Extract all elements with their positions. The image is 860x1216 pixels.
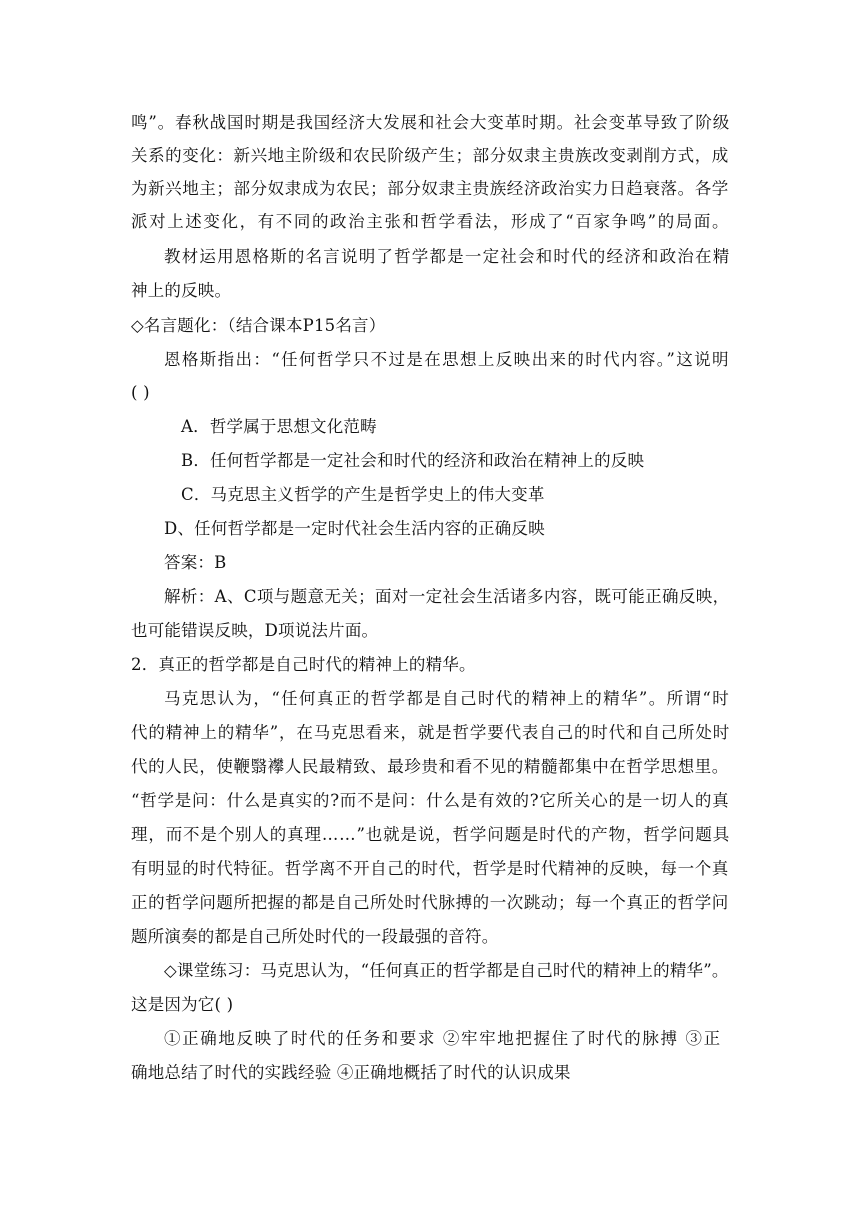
- section-heading: 2．真正的哲学都是自己时代的精神上的精华。: [131, 655, 476, 674]
- section-heading: ◇名言题化：（结合课本P15名言）: [131, 316, 386, 335]
- exercise-stem: 这是因为它( ): [131, 995, 234, 1014]
- question-stem: 恩格斯指出：“任何哲学只不过是在思想上反映出来的时代内容。”这说明: [164, 350, 730, 369]
- option-a: A．哲学属于思想文化范畴: [181, 417, 377, 436]
- text-line: 马克思认为，“任何真正的哲学都是自己时代的精神上的精华”。所谓“时: [164, 689, 731, 708]
- option-d: D、任何哲学都是一定时代社会生活内容的正确反映: [164, 519, 545, 538]
- answer-blank: ( ): [131, 383, 150, 402]
- text-line: 有明显的时代特征。哲学离不开自己的时代，哲学是时代精神的反映，每一个真: [131, 859, 729, 878]
- text-line: 代的精神上的精华”，在马克思看来，就是哲学要代表自己的时代和自己所处时: [131, 723, 731, 742]
- option-b: B．任何哲学都是一定社会和时代的经济和政治在精神上的反映: [181, 451, 645, 470]
- analysis-line: 也可能错误反映，D项说法片面。: [131, 621, 379, 640]
- exercise-options: ①正确地反映了时代的任务和要求 ②牢牢地把握住了时代的脉搏 ③正: [164, 1029, 722, 1048]
- text-line: 为新兴地主；部分奴隶成为农民；部分奴隶主贵族经济政治实力日趋衰落。各学: [131, 179, 729, 198]
- option-c: C．马克思主义哲学的产生是哲学史上的伟大变革: [181, 485, 545, 504]
- text-line: 正的哲学问题所把握的都是自己所处时代脉搏的一次跳动；每一个真正的哲学问: [131, 893, 729, 912]
- answer-line: 答案：B: [164, 553, 227, 572]
- exercise-options: 确地总结了时代的实践经验 ④正确地概括了时代的认识成果: [131, 1063, 571, 1082]
- text-line: 题所演奏的都是自己所处时代的一段最强的音符。: [131, 927, 499, 946]
- text-line: 教材运用恩格斯的名言说明了哲学都是一定社会和时代的经济和政治在精: [164, 247, 731, 266]
- exercise-stem: ◇课堂练习：马克思认为，“任何真正的哲学都是自己时代的精神上的精华”。: [164, 961, 729, 980]
- text-line: 代的人民，使鞭翳襻人民最精致、最珍贵和看不见的精髓都集中在哲学思想里。: [131, 757, 729, 776]
- text-line: “哲学是问：什么是真实的?而不是问：什么是有效的?它所关心的是一切人的真: [131, 791, 730, 810]
- text-line: 理，而不是个别人的真理……”也就是说，哲学问题是时代的产物，哲学问题具: [131, 825, 731, 844]
- text-line: 关系的变化：新兴地主阶级和农民阶级产生；部分奴隶主贵族改变剥削方式，成: [131, 146, 729, 165]
- text-line: 鸣”。春秋战国时期是我国经济大发展和社会大变革时期。社会变革导致了阶级: [131, 113, 731, 132]
- text-line: 派对上述变化，有不同的政治主张和哲学看法，形成了“百家争鸣”的局面。: [131, 212, 731, 231]
- text-line: 神上的反映。: [131, 281, 232, 300]
- analysis-line: 解析：A、C项与题意无关；面对一定社会生活诸多内容，既可能正确反映，: [164, 587, 730, 606]
